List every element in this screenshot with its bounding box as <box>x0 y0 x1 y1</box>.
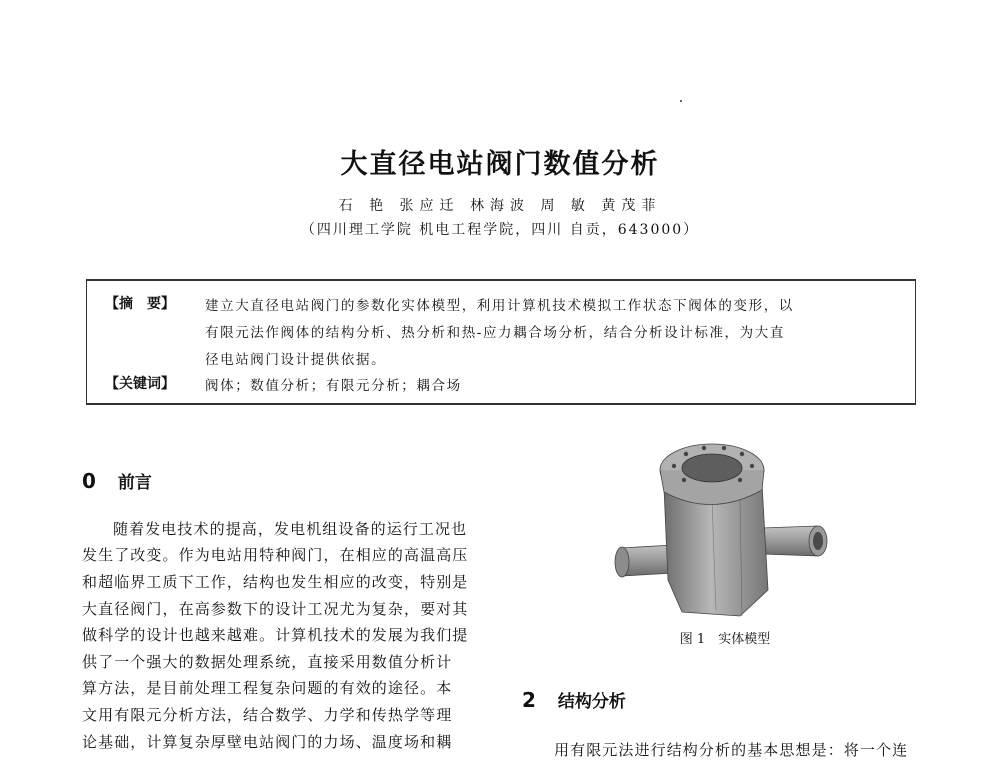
valve-solid-model-figure <box>612 440 832 620</box>
section-2-title: 结构分析 <box>557 692 626 712</box>
body-line: 随着发电技术的提高，发电机组设备的运行工况也 <box>113 520 468 538</box>
paper-title: 大直径电站阀门数值分析 <box>340 149 660 180</box>
figure-caption: 图 1 实体模型 <box>679 632 771 647</box>
body-line: 做科学的设计也越来越难。计算机技术的发展为我们提 <box>82 626 469 644</box>
body-line: 文用有限元分析方法，结合数学、力学和传热学等理 <box>82 706 453 724</box>
section-2-heading <box>522 687 626 712</box>
keywords-label: 【关键词】 <box>105 376 175 392</box>
scan-speck <box>680 100 682 102</box>
body-line: 用有限元法进行结构分析的基本思想是：将一个连 <box>554 741 909 759</box>
section-0-heading <box>82 468 152 493</box>
keywords-text: 阀体；数值分析；有限元分析；耦合场 <box>205 378 462 394</box>
section-2-number: 2 <box>522 688 536 712</box>
body-line: 供了一个强大的数据处理系统，直接采用数值分析计 <box>82 653 453 671</box>
abstract-box <box>86 279 916 405</box>
affiliation: （四川理工学院 机电工程学院，四川 自贡，643000） <box>300 222 700 238</box>
body-line: 和超临界工质下工作，结构也发生相应的改变，特别是 <box>82 573 469 591</box>
body-line: 算方法，是目前处理工程复杂问题的有效的途径。本 <box>82 679 453 697</box>
abstract-label: 【摘 要】 <box>105 296 175 312</box>
abstract-line-2: 有限元法作阀体的结构分析、热分析和热-应力耦合场分析，结合分析设计标准，为大直 <box>205 325 785 341</box>
body-line: 大直径阀门，在高参数下的设计工况尤为复杂，要对其 <box>82 600 469 618</box>
authors: 石 艳 张应迁 林海波 周 敏 黄茂菲 <box>338 198 662 214</box>
section-0-number: 0 <box>82 469 96 493</box>
body-line: 发生了改变。作为电站用特种阀门，在相应的高温高压 <box>82 546 469 564</box>
body-line: 论基础，计算复杂厚壁电站阀门的力场、温度场和耦 <box>82 733 453 751</box>
section-0-title: 前言 <box>117 473 152 493</box>
abstract-line-1: 建立大直径电站阀门的参数化实体模型，利用计算机技术模拟工作状态下阀体的变形，以 <box>205 298 794 314</box>
abstract-line-3: 径电站阀门设计提供依据。 <box>205 352 387 368</box>
